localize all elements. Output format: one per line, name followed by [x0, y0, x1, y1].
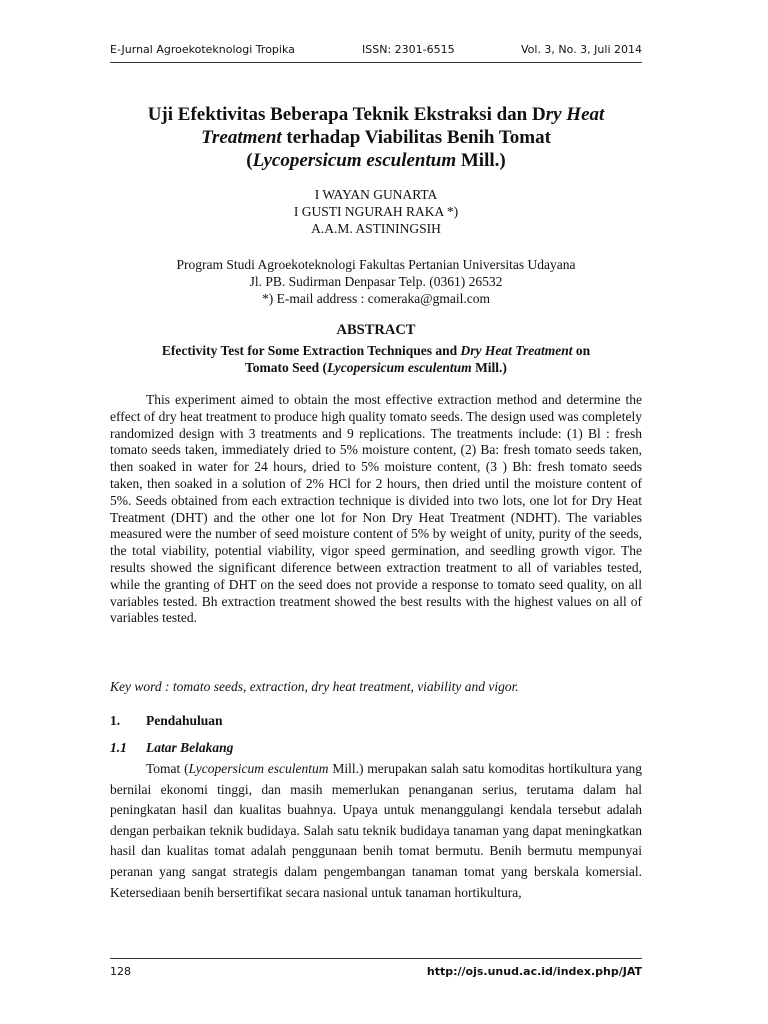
section-heading: 1. Pendahuluan	[110, 713, 223, 728]
footer-divider	[110, 958, 642, 959]
author: I WAYAN GUNARTA	[314, 187, 438, 202]
paper-title: Uji Efektivitas Beberapa Teknik Ekstraksi dan Dry Heat Treatment terhadap Viabilitas Benih Tomat (Lycopersicum esculentum Mill.)	[147, 104, 605, 171]
header-divider	[110, 62, 642, 63]
author: I GUSTI NGURAH RAKA *)	[293, 204, 459, 219]
page-number: 128	[110, 965, 131, 978]
author-list	[110, 186, 642, 237]
running-header	[110, 43, 642, 61]
running-footer	[110, 965, 642, 981]
affiliation: Program Studi Agroekoteknologi Fakultas Pertanian Universitas Udayana Jl. PB. Sudirman Denpasar Telp. (0361) 26532 *) E-mail address : comeraka@gmail.com	[110, 256, 642, 307]
journal-url[interactable]: http://ojs.unud.ac.id/index.php/JAT	[426, 965, 642, 978]
abstract-heading: ABSTRACT	[336, 322, 416, 338]
email-line: *) E-mail address : comeraka@gmail.com	[262, 291, 490, 306]
subsection-heading: 1.1 Latar Belakang	[110, 740, 234, 755]
author: A.A.M. ASTININGSIH	[311, 221, 441, 236]
volume-info: Vol. 3, No. 3, Juli 2014	[520, 43, 642, 56]
abstract-title: Efectivity Test for Some Extraction Techniques and Dry Heat Treatment on Tomato Seed (Lycopersicum esculentum Mill.)	[161, 343, 591, 375]
intro-paragraph: Tomat (Lycopersicum esculentum Mill.) merupakan salah satu komoditas hortikultura yang bernilai ekonomi tinggi, dan masih memerlukan penanganan serius, terutama dalam hal peningkatan hasil dan kualitas buahnya. Upaya untuk menanggulangi kendala tersebut adalah dengan perbaikan teknik budidaya. Salah satu teknik budidaya tanaman yang dapat meningkatkan hasil dan kualitas tomat adalah penggunaan benih tomat bermutu. Benih bermutu mempunyai peranan yang sangat strategis dalam pengembangan tanaman tomat yang berskala komersial. Ketersediaan benih bersertifikat secara nasional untuk tanaman hortikultura,	[110, 761, 643, 900]
keywords: Key word : tomato seeds, extraction, dry heat treatment, viability and vigor.	[110, 679, 519, 694]
issn: ISSN: 2301-6515	[362, 43, 455, 56]
journal-name: E-Jurnal Agroekoteknologi Tropika	[110, 43, 295, 56]
abstract-body: This experiment aimed to obtain the most effective extraction method and determine the effect of dry heat treatment to produce high quality tomato seeds. The design used was completely randomized design with 3 treatments and 9 replications. The treatments include: (1) Bl : fresh tomato seeds taken, immediately dried to 5% moisture content, (2) Ba: fresh tomato seeds taken, then soaked in water for 24 hours, dried to 5% moisture content, (3 ) Bh: fresh tomato seeds taken, then soaked in a solution of 2% HCl for 2 hours, then dried until the moisture content of 5%. Seeds obtained from each extraction technique is divided into two lots, one lot for Dry Heat Treatment (DHT) and the other one lot for Non Dry Heat Treatment (NDHT). The variables measured were the number of seed moisture content of 5% by weight of unity, purity of the seeds, the total viability, potential viability, vigor speed germination, and seedling growth vigor. The results showed the significant diference between extraction treatment to all of variables tested, while the granting of DHT on the seed does not provide a response to tomato seed quality, on all variables tested. Bh extraction treatment showed the best results with the highest values on all of variables tested.	[110, 392, 642, 626]
